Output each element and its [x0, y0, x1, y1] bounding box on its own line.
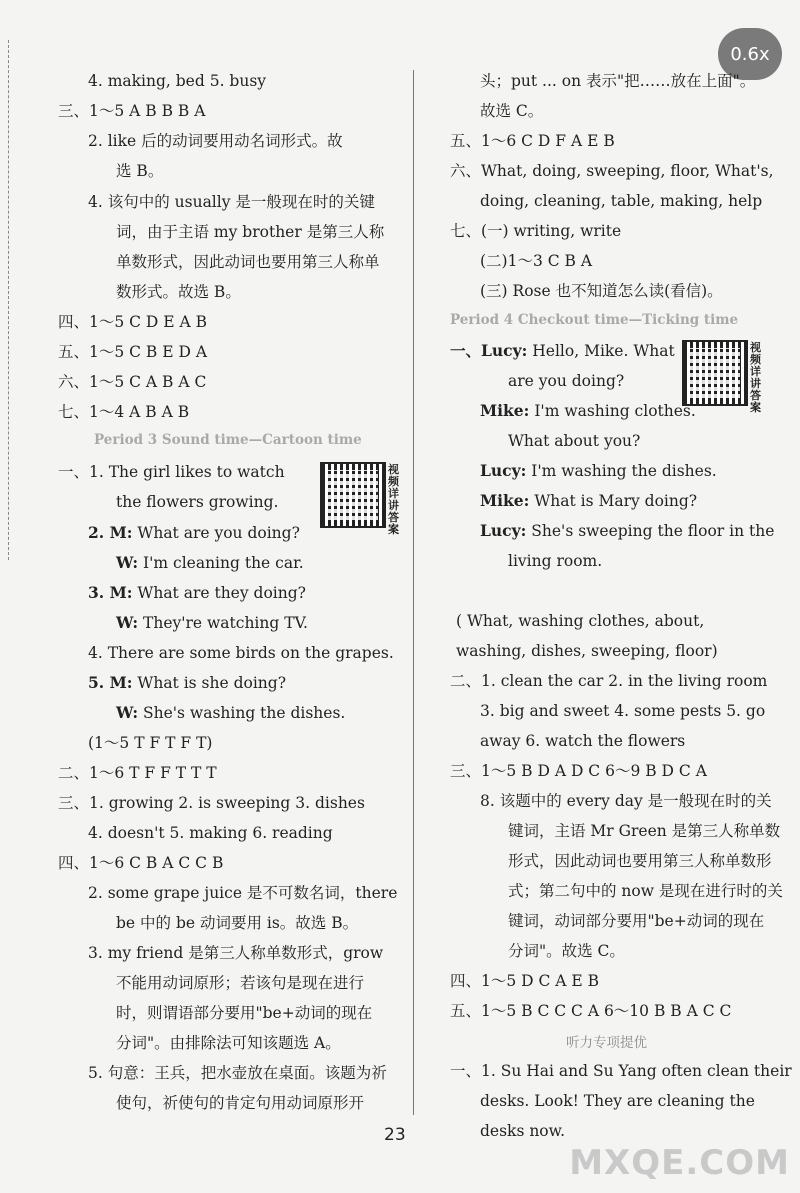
- dialogue-text: She's washing the dishes.: [143, 704, 346, 722]
- dialogue-line: [480, 400, 696, 422]
- speaker-label: 一、Lucy:: [450, 341, 528, 360]
- text-line: (三) Rose 也不知道怎么读(看信)。: [480, 282, 723, 300]
- text-line: 词，由于主语 my brother 是第三人称: [116, 223, 385, 241]
- text-line: (二)1～3 C B A: [480, 252, 593, 270]
- speaker-label: 5. M:: [88, 673, 133, 692]
- text-line: washing, dishes, sweeping, floor): [456, 642, 718, 660]
- period-heading: Period 4 Checkout time—Ticking time: [450, 312, 739, 328]
- text-line: 键词，主语 Mr Green 是第三人称单数: [508, 822, 781, 840]
- section-heading: 听力专项提优: [566, 1035, 647, 1051]
- speaker-label: Mike:: [480, 401, 530, 420]
- text-line: 4. doesn't 5. making 6. reading: [88, 824, 333, 842]
- text-line: 4. 该句中的 usually 是一般现在时的关键: [88, 193, 375, 211]
- dialogue-text: What is she doing?: [137, 674, 287, 692]
- speaker-label: Lucy:: [480, 521, 527, 540]
- margin-dashes: [8, 40, 11, 560]
- text-line: 3. my friend 是第三人称单数形式，grow: [88, 944, 384, 962]
- dialogue-line: [88, 522, 300, 544]
- text-line: What about you?: [508, 432, 641, 450]
- text-line: are you doing?: [508, 372, 625, 390]
- text-line: 头；put ... on 表示"把……放在上面"。: [480, 72, 756, 90]
- text-line: doing, cleaning, table, making, help: [480, 192, 763, 210]
- text-line: 五、1～6 C D F A E B: [450, 132, 615, 150]
- text-line: desks now.: [480, 1122, 565, 1140]
- dialogue-line: [480, 460, 717, 482]
- text-line: 时，则谓语部分要用"be+动词的现在: [116, 1004, 373, 1022]
- speaker-label: 2. M:: [88, 523, 133, 542]
- text-line: 2. like 后的动词要用动名词形式。故: [88, 132, 343, 150]
- text-line: away 6. watch the flowers: [480, 732, 686, 750]
- dialogue-line: [116, 612, 308, 634]
- speaker-label: Mike:: [480, 491, 530, 510]
- text-line: 不能用动词原形；若该句是现在进行: [116, 974, 365, 992]
- speaker-label: 3. M:: [88, 583, 133, 602]
- text-line: 2. some grape juice 是不可数名词，there: [88, 884, 398, 902]
- text-line: 式；第二句中的 now 是现在进行时的关: [508, 882, 783, 900]
- dialogue-text: What is Mary doing?: [534, 492, 698, 510]
- text-line: 五、1～5 B C C C A 6～10 B B A C C: [450, 1002, 732, 1020]
- text-line: 故选 C。: [480, 102, 544, 120]
- text-line: 三、1～5 B D A D C 6～9 B D C A: [450, 762, 707, 780]
- text-line: 分词"。故选 C。: [508, 942, 625, 960]
- dialogue-line: [480, 520, 774, 542]
- text-line: 选 B。: [116, 162, 164, 180]
- text-line: 使句，祈使句的肯定句用动词原形开: [116, 1094, 365, 1112]
- page-number: 23: [384, 1125, 406, 1145]
- column-divider: [413, 70, 414, 1115]
- text-line: 四、1～5 D C A E B: [450, 972, 600, 990]
- text-line: the flowers growing.: [116, 493, 279, 511]
- text-line: 七、(一) writing, write: [450, 222, 622, 240]
- speaker-label: W:: [116, 553, 139, 572]
- text-line: 二、1～6 T F F T T T: [58, 764, 217, 782]
- text-line: 七、1～4 A B A B: [58, 403, 190, 421]
- dialogue-text: I'm washing the dishes.: [531, 462, 717, 480]
- speaker-label: W:: [116, 703, 139, 722]
- text-line: 六、What, doing, sweeping, floor, What's,: [450, 162, 774, 180]
- text-line: 一、1. Su Hai and Su Yang often clean their: [450, 1062, 792, 1080]
- text-line: 5. 句意：王兵，把水壶放在桌面。该题为祈: [88, 1064, 387, 1082]
- speaker-label: W:: [116, 613, 139, 632]
- text-line: be 中的 be 动词要用 is。故选 B。: [116, 914, 359, 932]
- text-line: 三、1～5 A B B B A: [58, 102, 206, 120]
- text-line: living room.: [508, 552, 603, 570]
- dialogue-line: [88, 672, 286, 694]
- qr-label: 视频详讲答案: [750, 341, 761, 414]
- dialogue-line: [480, 490, 697, 512]
- dialogue-text: They're watching TV.: [143, 614, 308, 632]
- dialogue-text: What are they doing?: [137, 584, 306, 602]
- text-line: 8. 该题中的 every day 是一般现在时的关: [480, 792, 772, 810]
- text-line: 三、1. growing 2. is sweeping 3. dishes: [58, 794, 365, 812]
- text-line: 四、1～5 C D E A B: [58, 313, 208, 331]
- text-line: 六、1～5 C A B A C: [58, 373, 207, 391]
- qr-code-icon[interactable]: [320, 462, 386, 528]
- dialogue-text: Hello, Mike. What: [532, 342, 675, 360]
- text-line: 键词，动词部分要用"be+动词的现在: [508, 912, 765, 930]
- text-line: 单数形式，因此动词也要用第三人称单: [116, 253, 380, 271]
- speaker-label: Lucy:: [480, 461, 527, 480]
- text-line: (1～5 T F T F T): [88, 734, 213, 752]
- text-line: desks. Look! They are cleaning the: [480, 1092, 755, 1110]
- text-line: 一、1. The girl likes to watch: [58, 463, 285, 481]
- qr-label: 视频详讲答案: [388, 463, 399, 536]
- text-line: 四、1～6 C B A C C B: [58, 854, 224, 872]
- text-line: 分词"。由排除法可知该题选 A。: [116, 1034, 341, 1052]
- text-line: 4. making, bed 5. busy: [88, 72, 267, 90]
- dialogue-text: What are you doing?: [137, 524, 300, 542]
- zoom-badge[interactable]: 0.6x: [718, 28, 782, 80]
- dialogue-text: I'm cleaning the car.: [143, 554, 304, 572]
- text-line: 形式，因此动词也要用第三人称单数形: [508, 852, 772, 870]
- text-line: 五、1～5 C B E D A: [58, 343, 208, 361]
- text-line: 数形式。故选 B。: [116, 283, 241, 301]
- watermark: MXQE.COM: [569, 1143, 790, 1183]
- dialogue-text: I'm washing clothes.: [534, 402, 696, 420]
- dialogue-line: [116, 702, 345, 724]
- text-line: 4. There are some birds on the grapes.: [88, 644, 394, 662]
- dialogue-line: [116, 552, 304, 574]
- text-line: ( What, washing clothes, about,: [456, 612, 705, 630]
- text-line: 3. big and sweet 4. some pests 5. go: [480, 702, 766, 720]
- dialogue-line: [88, 582, 306, 604]
- text-line: 二、1. clean the car 2. in the living room: [450, 672, 768, 690]
- qr-code-icon[interactable]: [682, 340, 748, 406]
- dialogue-text: She's sweeping the floor in the: [531, 522, 775, 540]
- dialogue-line: [450, 340, 675, 362]
- period-heading: Period 3 Sound time—Cartoon time: [94, 432, 362, 448]
